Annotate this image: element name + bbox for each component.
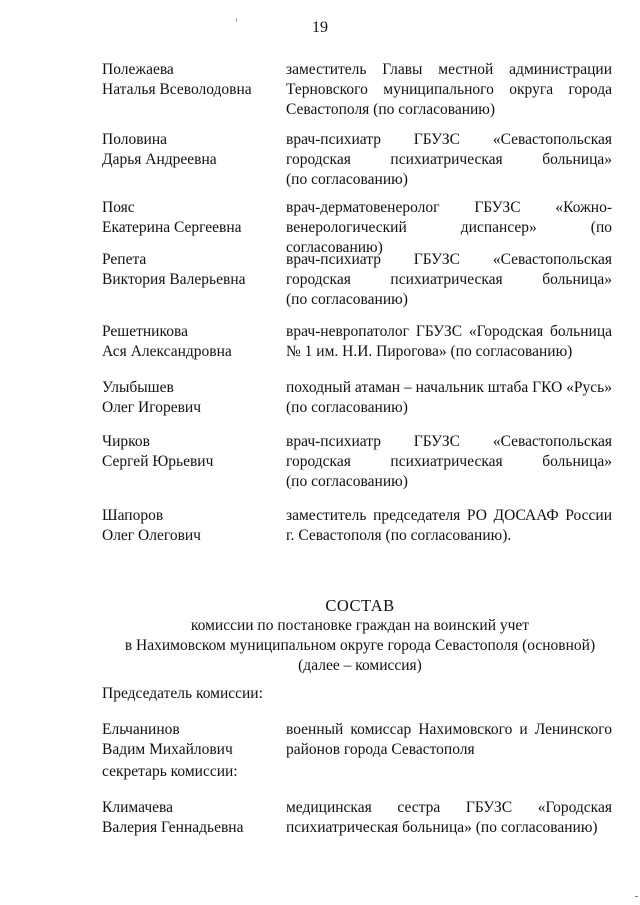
role-line: (по согласованию) bbox=[286, 399, 408, 416]
member-name bbox=[102, 798, 277, 838]
member-given-names: Вадим Михайлович bbox=[102, 741, 233, 758]
member-given-names: Виктория Валерьевна bbox=[102, 271, 246, 288]
section-heading bbox=[60, 596, 640, 676]
member-role bbox=[286, 432, 612, 492]
section-title: СОСТАВ bbox=[325, 596, 395, 615]
role-line: психиатрическая больница» (по согласованию) bbox=[286, 819, 598, 836]
member-name bbox=[102, 378, 277, 418]
role-line: № 1 им. Н.И. Пирогова» (по согласованию) bbox=[286, 343, 573, 360]
role-line: заместитель Главы местной администрации bbox=[286, 61, 612, 78]
member-surname: Пояс bbox=[102, 199, 135, 216]
role-line: городская психиатрическая больница» bbox=[286, 151, 612, 168]
member-surname: Шапоров bbox=[102, 507, 164, 524]
secretary-label: секретарь комиссии: bbox=[102, 763, 238, 780]
role-line: врач-психиатр ГБУЗС «Севастопольская bbox=[286, 251, 612, 268]
role-line: городская психиатрическая больница» bbox=[286, 453, 612, 470]
member-role bbox=[286, 720, 612, 760]
member-role bbox=[286, 198, 612, 258]
member-role bbox=[286, 322, 612, 362]
role-line: заместитель председателя РО ДОСААФ России bbox=[286, 507, 612, 524]
member-role bbox=[286, 798, 612, 838]
role-line: (по согласованию) bbox=[286, 171, 408, 188]
member-name bbox=[102, 60, 277, 100]
member-name bbox=[102, 198, 277, 238]
member-role bbox=[286, 506, 612, 546]
member-name bbox=[102, 130, 277, 170]
role-line: врач-психиатр ГБУЗС «Севастопольская bbox=[286, 131, 612, 148]
member-given-names: Валерия Геннадьевна bbox=[102, 819, 244, 836]
chairman-label: Председатель комиссии: bbox=[102, 685, 263, 702]
role-line: походный атаман – начальник штаба ГКО «Русь» bbox=[286, 379, 612, 396]
member-name bbox=[102, 720, 277, 760]
member-name bbox=[102, 506, 277, 546]
role-line: врач-дерматовенеролог ГБУЗС «Кожно- bbox=[286, 199, 612, 216]
member-given-names: Екатерина Сергеевна bbox=[102, 219, 242, 236]
role-line: врач-психиатр ГБУЗС «Севастопольская bbox=[286, 433, 612, 450]
member-given-names: Дарья Андреевна bbox=[102, 151, 217, 168]
member-role bbox=[286, 378, 612, 418]
member-name bbox=[102, 432, 277, 472]
role-line: медицинская сестра ГБУЗС «Городская bbox=[286, 799, 612, 816]
member-given-names: Олег Игоревич bbox=[102, 399, 201, 416]
role-line: городская психиатрическая больница» bbox=[286, 271, 612, 288]
role-line: венерологический диспансер» (по согласованию) bbox=[286, 219, 612, 256]
member-given-names: Наталья Всеволодовна bbox=[102, 81, 252, 98]
member-surname: Климачева bbox=[102, 799, 173, 816]
role-line: Терновского муниципального округа города bbox=[286, 81, 612, 98]
member-role bbox=[286, 250, 612, 310]
member-surname: Чирков bbox=[102, 433, 150, 450]
member-name bbox=[102, 250, 277, 290]
member-surname: Половина bbox=[102, 131, 168, 148]
member-given-names: Ася Александровна bbox=[102, 343, 232, 360]
role-line: (по согласованию) bbox=[286, 291, 408, 308]
section-subtitle-line: в Нахимовском муниципальном округе города Севастополя (основной) bbox=[124, 637, 596, 654]
role-line: военный комиссар Нахимовского и Ленинского bbox=[286, 721, 612, 738]
scan-mark bbox=[635, 896, 638, 897]
member-surname: Ельчанинов bbox=[102, 721, 180, 738]
section-subtitle-line: комиссии по постановке граждан на воинский учет bbox=[190, 617, 530, 634]
section-subtitle-line: (далее – комиссия) bbox=[298, 657, 422, 674]
member-role bbox=[286, 130, 612, 190]
member-surname: Репета bbox=[102, 251, 147, 268]
role-line: (по согласованию) bbox=[286, 473, 408, 490]
member-surname: Решетникова bbox=[102, 323, 188, 340]
page-number: 19 bbox=[312, 19, 328, 36]
role-line: г. Севастополя (по согласованию). bbox=[286, 527, 512, 544]
member-given-names: Сергей Юрьевич bbox=[102, 453, 214, 470]
member-role bbox=[286, 60, 612, 120]
member-name bbox=[102, 322, 277, 362]
role-line: Севастополя (по согласованию) bbox=[286, 101, 496, 118]
member-surname: Полежаева bbox=[102, 61, 174, 78]
role-line: врач-невропатолог ГБУЗС «Городская больница bbox=[286, 323, 612, 340]
member-surname: Улыбышев bbox=[102, 379, 174, 396]
member-given-names: Олег Олегович bbox=[102, 527, 201, 544]
role-line: районов города Севастополя bbox=[286, 741, 475, 758]
